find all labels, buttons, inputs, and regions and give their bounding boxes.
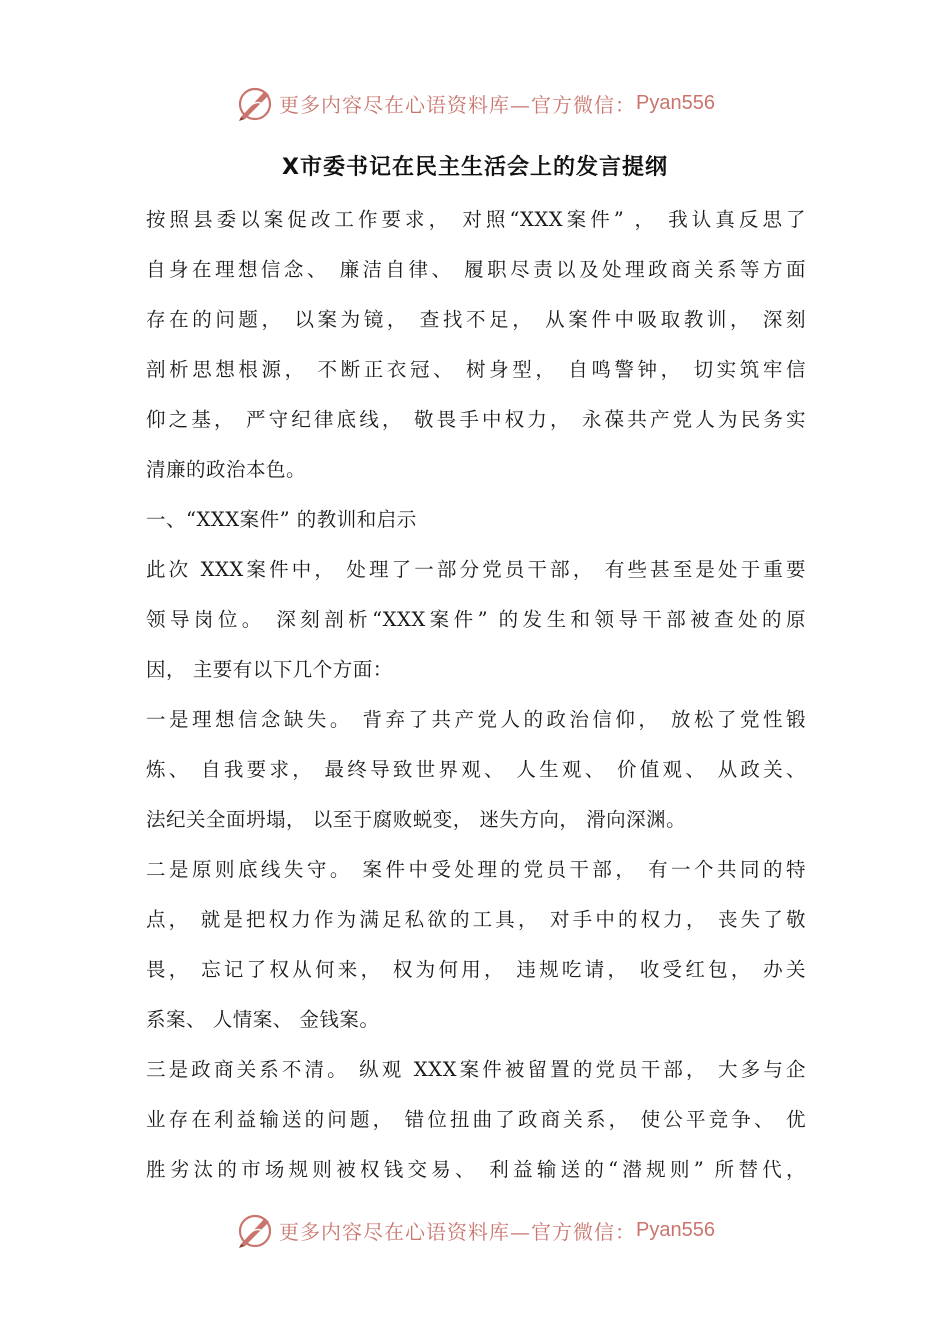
body-line: 此次 XXX案件中， 处理了一部分党员干部， 有些甚至是处于重要 — [146, 558, 806, 581]
watermark-banner-bottom — [0, 1207, 950, 1253]
body-line: 存在的问题， 以案为镜， 查找不足， 从案件中吸取教训， 深刻 — [146, 308, 806, 331]
body-line: 剖析思想根源， 不断正衣冠、 树身型， 自鸣警钟， 切实筑牢信 — [146, 358, 806, 381]
body-line: 炼、 自我要求， 最终导致世界观、 人生观、 价值观、 从政关、 — [146, 758, 806, 781]
body-line: 法纪关全面坍塌， 以至于腐败蜕变， 迷失方向， 滑向深渊。 — [146, 808, 687, 831]
watermark-brand: Pyan556 — [636, 91, 715, 114]
pen-logo-icon — [235, 1210, 275, 1250]
body-line: 领导岗位。 深刻剖析“XXX案件” 的发生和领导干部被查处的原 — [146, 608, 806, 631]
body-line: 自身在理想信念、 廉洁自律、 履职尽责以及处理政商关系等方面 — [146, 258, 806, 281]
body-line: 点， 就是把权力作为满足私欲的工具， 对手中的权力， 丧失了敬 — [146, 908, 806, 931]
body-line: 按照县委以案促改工作要求， 对照“XXX案件” ， 我认真反思了 — [146, 208, 806, 231]
body-line: 业存在利益输送的问题， 错位扭曲了政商关系， 使公平竞争、 优 — [146, 1108, 806, 1131]
body-line: 仰之基， 严守纪律底线， 敬畏手中权力， 永葆共产党人为民务实 — [146, 408, 806, 431]
section-heading: 一、“XXX案件” 的教训和启示 — [146, 508, 417, 531]
pen-logo-icon — [235, 83, 275, 123]
body-line: 畏， 忘记了权从何来， 权为何用， 违规吃请， 收受红包， 办关 — [146, 958, 806, 981]
body-line: 因， 主要有以下几个方面： — [146, 658, 393, 681]
watermark-text: 更多内容尽在心语资料库—官方微信： — [279, 1219, 637, 1244]
document-body — [146, 195, 806, 1195]
watermark-text: 更多内容尽在心语资料库—官方微信： — [279, 92, 637, 117]
body-line: 三是政商关系不清。 纵观 XXX案件被留置的党员干部， 大多与企 — [146, 1058, 806, 1081]
body-line: 一是理想信念缺失。 背弃了共产党人的政治信仰， 放松了党性锻 — [146, 708, 806, 731]
watermark-banner-top — [0, 80, 950, 126]
body-line: 胜劣汰的市场规则被权钱交易、 利益输送的“潜规则” 所替代， — [146, 1158, 806, 1181]
watermark-brand: Pyan556 — [636, 1218, 715, 1241]
body-line: 系案、 人情案、 金钱案。 — [146, 1008, 380, 1031]
document-title: X市委书记在民主生活会上的发言提纲 — [282, 155, 668, 180]
body-line: 二是原则底线失守。 案件中受处理的党员干部， 有一个共同的特 — [146, 858, 806, 881]
body-line: 清廉的政治本色。 — [146, 458, 307, 481]
